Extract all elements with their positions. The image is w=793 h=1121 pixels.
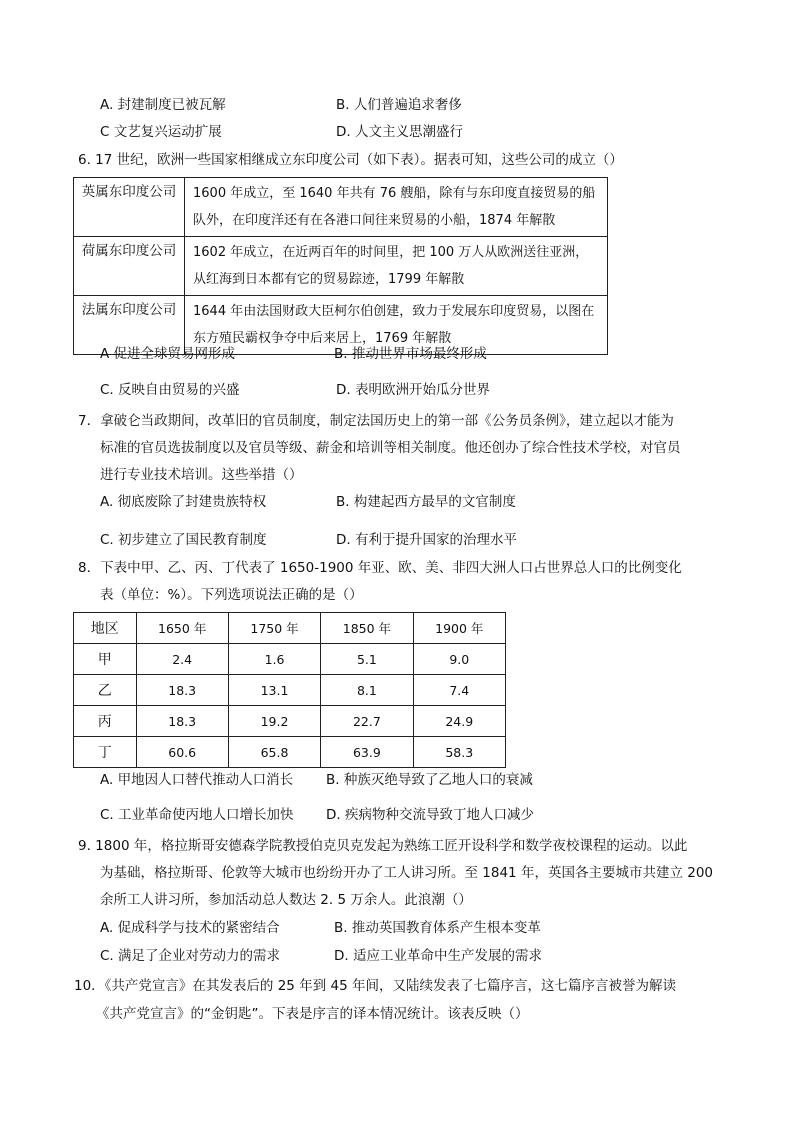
q6-option-b: B. 推动世界市场最终形成: [334, 346, 487, 362]
company-desc: 1644 年由法国财政大臣柯尔伯创建，致力于发展东印度贸易，以图在东方殖民霸权争夺中后来居上，1769 年解散: [185, 296, 608, 355]
value-cell: 18.3: [136, 706, 228, 737]
q10-stem-line-1: 10．《共产党宣言》在其发表后的 25 年到 45 年间，又陆续发表了七篇序言，这七篇序言被誉为解读: [74, 978, 676, 994]
region-cell: 丁: [74, 737, 137, 768]
q6-option-d: D. 表明欧洲开始瓜分世界: [336, 382, 490, 398]
table-header-row: [74, 613, 506, 644]
q9-option-d: D. 适应工业革命中生产发展的需求: [334, 948, 542, 964]
q9-stem-line-1: 9. 1800 年，格拉斯哥安德森学院教授伯克贝克发起为熟练工匠开设科学和数学夜校课程的运动。以此: [78, 838, 688, 854]
company-name: 荷属东印度公司: [74, 237, 185, 296]
value-cell: 19.2: [228, 706, 320, 737]
value-cell: 8.1: [321, 675, 413, 706]
company-name: 法属东印度公司: [74, 296, 185, 355]
table-row: [74, 737, 506, 768]
value-cell: 13.1: [228, 675, 320, 706]
q5-option-d: D. 人文主义思潮盛行: [336, 124, 463, 140]
value-cell: 18.3: [136, 675, 228, 706]
q9-option-a: A. 促成科学与技术的紧密结合: [100, 920, 280, 936]
q8-option-d: D. 疾病物种交流导致丁地人口减少: [326, 807, 534, 823]
header-cell: 地区: [74, 613, 137, 644]
q7-stem-line-1: 7．拿破仑当政期间，改革旧的官员制度，制定法国历史上的第一部《公务员条例》，建立起以才能为: [78, 413, 674, 429]
value-cell: 2.4: [136, 644, 228, 675]
value-cell: 1.6: [228, 644, 320, 675]
q7-option-c: C. 初步建立了国民教育制度: [100, 532, 267, 548]
value-cell: 58.3: [413, 737, 505, 768]
q6-stem: 6. 17 世纪，欧洲一些国家相继成立东印度公司（如下表）。据表可知，这些公司的成立（）: [78, 152, 623, 168]
value-cell: 7.4: [413, 675, 505, 706]
q10-stem-line-2: 《共产党宣言》的“金钥匙”。下表是序言的译本情况统计。该表反映（）: [96, 1006, 529, 1022]
q6-option-c: C. 反映自由贸易的兴盛: [100, 382, 240, 398]
table-row: [74, 644, 506, 675]
company-desc: 1600 年成立，至 1640 年共有 76 艘船，除有与东印度直接贸易的船队外，在印度洋还有在各港口间往来贸易的小船，1874 年解散: [185, 178, 608, 237]
table-row: [74, 237, 608, 296]
region-cell: 乙: [74, 675, 137, 706]
value-cell: 24.9: [413, 706, 505, 737]
table-row: [74, 706, 506, 737]
value-cell: 5.1: [321, 644, 413, 675]
value-cell: 63.9: [321, 737, 413, 768]
q8-stem-line-1: 8．下表中甲、乙、丙、丁代表了 1650-1900 年亚、欧、美、非四大洲人口占世界总人口的比例变化: [78, 560, 682, 576]
company-desc: 1602 年成立，在近两百年的时间里，把 100 万人从欧洲送往亚洲，从红海到日本都有它的贸易踪迹，1799 年解散: [185, 237, 608, 296]
q8-option-b: B. 种族灭绝导致了乙地人口的衰减: [326, 772, 533, 788]
q6-company-table: [73, 177, 608, 355]
q5-option-a: A. 封建制度已被瓦解: [100, 97, 226, 113]
company-name: 英属东印度公司: [74, 178, 185, 237]
q9-stem-line-2: 为基础，格拉斯哥、伦敦等大城市也纷纷开办了工人讲习所。至 1841 年，英国各主要城市共建立 200: [100, 865, 713, 881]
header-cell: 1850 年: [321, 613, 413, 644]
header-cell: 1750 年: [228, 613, 320, 644]
q9-stem-line-3: 余所工人讲习所，参加活动总人数达 2. 5 万余人。此浪潮（）: [100, 892, 472, 908]
q7-option-d: D. 有利于提升国家的治理水平: [336, 532, 517, 548]
value-cell: 22.7: [321, 706, 413, 737]
q7-stem-line-2: 标准的官员选拔制度以及官员等级、薪金和培训等相关制度。他还创办了综合性技术学校，对官员: [100, 440, 681, 456]
header-cell: 1650 年: [136, 613, 228, 644]
value-cell: 60.6: [136, 737, 228, 768]
table-row: [74, 178, 608, 237]
q5-option-b: B. 人们普遍追求奢侈: [336, 97, 462, 113]
q7-stem-line-3: 进行专业技术培训。这些举措（）: [100, 467, 303, 483]
q8-stem-line-2: 表（单位：%）。下列选项说法正确的是（）: [100, 587, 363, 603]
q9-option-c: C. 满足了企业对劳动力的需求: [100, 948, 281, 964]
region-cell: 丙: [74, 706, 137, 737]
table-row: [74, 675, 506, 706]
q8-population-table: [73, 612, 506, 768]
q9-option-b: B. 推动英国教育体系产生根本变革: [334, 920, 541, 936]
q6-option-a: A 促进全球贸易网形成: [100, 346, 236, 362]
header-cell: 1900 年: [413, 613, 505, 644]
q8-option-c: C. 工业革命使丙地人口增长加快: [100, 807, 294, 823]
value-cell: 9.0: [413, 644, 505, 675]
q7-option-b: B. 构建起西方最早的文官制度: [336, 494, 516, 510]
q5-option-c: C 文艺复兴运动扩展: [100, 124, 222, 140]
value-cell: 65.8: [228, 737, 320, 768]
q7-option-a: A. 彻底废除了封建贵族特权: [100, 494, 267, 510]
q8-option-a: A. 甲地因人口替代推动人口消长: [100, 772, 294, 788]
region-cell: 甲: [74, 644, 137, 675]
